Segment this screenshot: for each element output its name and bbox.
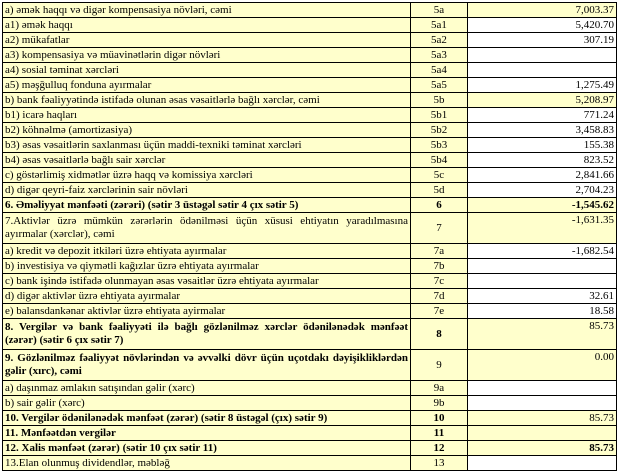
row-code: 5b4 [411, 153, 468, 168]
row-label: 7.Aktivlər üzrə mümkün zərərlərin ödənilməsi üçün xüsusi ehtiyatın yaradılmasına ayırmalar (xərclər), cəmi [3, 213, 411, 244]
row-code: 5a1 [411, 18, 468, 33]
row-value [468, 48, 617, 63]
table-row [3, 168, 617, 183]
row-label: e) balansdankənar aktivlər üzrə ehtiyata ayirmalar [3, 304, 411, 319]
row-label: d) digər aktivlər üzrə ehtiyata ayırmalar [3, 289, 411, 304]
row-code: 6 [411, 198, 468, 213]
row-label: b3) əsas vəsaitlərin saxlanması üçün maddi-texniki təminat xərcləri [3, 138, 411, 153]
table-row [3, 381, 617, 396]
table-row [3, 304, 617, 319]
row-label: b) bank fəaliyyətində istifadə olunan əsas vəsaitlərlə bağlı xərclər, cəmi [3, 93, 411, 108]
row-code: 12 [411, 441, 468, 456]
row-label: a1) əmək haqqı [3, 18, 411, 33]
table-row [3, 153, 617, 168]
row-value: 771.24 [468, 108, 617, 123]
row-value: -1,682.54 [468, 244, 617, 259]
table-row [3, 198, 617, 213]
row-value [468, 259, 617, 274]
row-label: 13.Elan olunmuş dividendlər, məbləğ [3, 456, 411, 471]
row-label: 10. Vergilər ödənilənədək mənfəət (zərər) (sətir 8 üstəgəl (çıx) sətir 9) [3, 411, 411, 426]
row-label: 9. Gözlənilməz fəaliyyət növlərindən və əvvəlki dövr üçün uçotdakı dəyişikliklərdən gəlir (xırc), cəmi [3, 350, 411, 381]
row-label: a5) məşğulluq fonduna ayırmalar [3, 78, 411, 93]
row-value: -1,545.62 [468, 198, 617, 213]
row-value: 307.19 [468, 33, 617, 48]
row-value [468, 396, 617, 411]
table-row [3, 108, 617, 123]
row-code: 7e [411, 304, 468, 319]
row-code: 7 [411, 213, 468, 244]
table-row [3, 33, 617, 48]
row-value [468, 63, 617, 78]
row-code: 9 [411, 350, 468, 381]
row-label: 6. Əməliyyat mənfəəti (zərəri) (sətir 3 üstəgəl sətir 4 çıx sətir 5) [3, 198, 411, 213]
row-code: 8 [411, 319, 468, 350]
row-value [468, 456, 617, 471]
row-value: 85.73 [468, 411, 617, 426]
row-label: c) bank işində istifadə olunmayan əsas vəsaitlər üzrə ehtiyata ayırmalar [3, 274, 411, 289]
table-row [3, 411, 617, 426]
row-value: 155.38 [468, 138, 617, 153]
row-value: 85.73 [468, 441, 617, 456]
row-value: 3,458.83 [468, 123, 617, 138]
income-statement-table [2, 2, 617, 471]
row-value: 7,003.37 [468, 3, 617, 18]
row-value: 85.73 [468, 319, 617, 350]
row-label: b) investisiya və qiymətli kağızlar üzrə ehtiyata ayırmalar [3, 259, 411, 274]
row-label: a3) kompensasiya və müavinətlərin digər növləri [3, 48, 411, 63]
row-value [468, 274, 617, 289]
table-row [3, 213, 617, 244]
row-code: 5a2 [411, 33, 468, 48]
row-label: b2) köhnəlmə (amortizasiya) [3, 123, 411, 138]
table-row [3, 456, 617, 471]
row-label: b1) icarə haqları [3, 108, 411, 123]
table-row [3, 319, 617, 350]
row-code: 9b [411, 396, 468, 411]
table-row [3, 244, 617, 259]
row-label: a4) sosial təminat xərcləri [3, 63, 411, 78]
row-code: 5d [411, 183, 468, 198]
table-row [3, 426, 617, 441]
row-value: 0.00 [468, 350, 617, 381]
row-code: 7d [411, 289, 468, 304]
row-label: 11. Mənfəətdən vergilər [3, 426, 411, 441]
row-label: 8. Vergilər və bank fəaliyyəti ilə bağlı gözlənilməz xərclər ödənilənədək mənfəət (zərər) (sətir 6 çıx sətir 7) [3, 319, 411, 350]
row-code: 7b [411, 259, 468, 274]
row-label: a) kredit və depozit itkiləri üzrə ehtiyata ayırmalar [3, 244, 411, 259]
row-code: 5b3 [411, 138, 468, 153]
row-value: 32.61 [468, 289, 617, 304]
row-label: a) daşınmaz əmlakın satışından gəlir (xərc) [3, 381, 411, 396]
row-value: 2,704.23 [468, 183, 617, 198]
row-code: 10 [411, 411, 468, 426]
table-row [3, 441, 617, 456]
row-code: 5a5 [411, 78, 468, 93]
report-table-body [3, 3, 617, 471]
row-value [468, 426, 617, 441]
row-value: 823.52 [468, 153, 617, 168]
table-row [3, 63, 617, 78]
row-code: 5a4 [411, 63, 468, 78]
row-label: b) sair gəlir (xərc) [3, 396, 411, 411]
table-row [3, 138, 617, 153]
row-label: b4) əsas vəsaitlərlə bağlı sair xərclər [3, 153, 411, 168]
table-row [3, 78, 617, 93]
row-label: c) göstərlimiş xidmətlər üzrə haqq və komissiya xərcləri [3, 168, 411, 183]
table-row [3, 93, 617, 108]
row-code: 5b1 [411, 108, 468, 123]
row-code: 5b [411, 93, 468, 108]
row-value: -1,631.35 [468, 213, 617, 244]
row-label: 12. Xalis mənfəət (zərər) (sətir 10 çıx sətir 11) [3, 441, 411, 456]
row-code: 5a3 [411, 48, 468, 63]
row-value [468, 381, 617, 396]
row-label: a) əmək haqqı və digər kompensasiya növləri, cəmi [3, 3, 411, 18]
table-row [3, 350, 617, 381]
row-code: 5a [411, 3, 468, 18]
table-row [3, 274, 617, 289]
row-value: 5,208.97 [468, 93, 617, 108]
row-label: d) digər qeyri-faiz xərclərinin sair növləri [3, 183, 411, 198]
row-value: 5,420.70 [468, 18, 617, 33]
row-code: 9a [411, 381, 468, 396]
row-code: 7c [411, 274, 468, 289]
table-row [3, 289, 617, 304]
table-row [3, 48, 617, 63]
table-row [3, 3, 617, 18]
row-value: 2,841.66 [468, 168, 617, 183]
row-code: 7a [411, 244, 468, 259]
row-value: 1,275.49 [468, 78, 617, 93]
table-row [3, 18, 617, 33]
row-code: 5c [411, 168, 468, 183]
row-code: 5b2 [411, 123, 468, 138]
table-row [3, 123, 617, 138]
row-value: 18.58 [468, 304, 617, 319]
table-row [3, 183, 617, 198]
table-row [3, 259, 617, 274]
row-code: 11 [411, 426, 468, 441]
row-label: a2) mükafatlar [3, 33, 411, 48]
table-row [3, 396, 617, 411]
row-code: 13 [411, 456, 468, 471]
